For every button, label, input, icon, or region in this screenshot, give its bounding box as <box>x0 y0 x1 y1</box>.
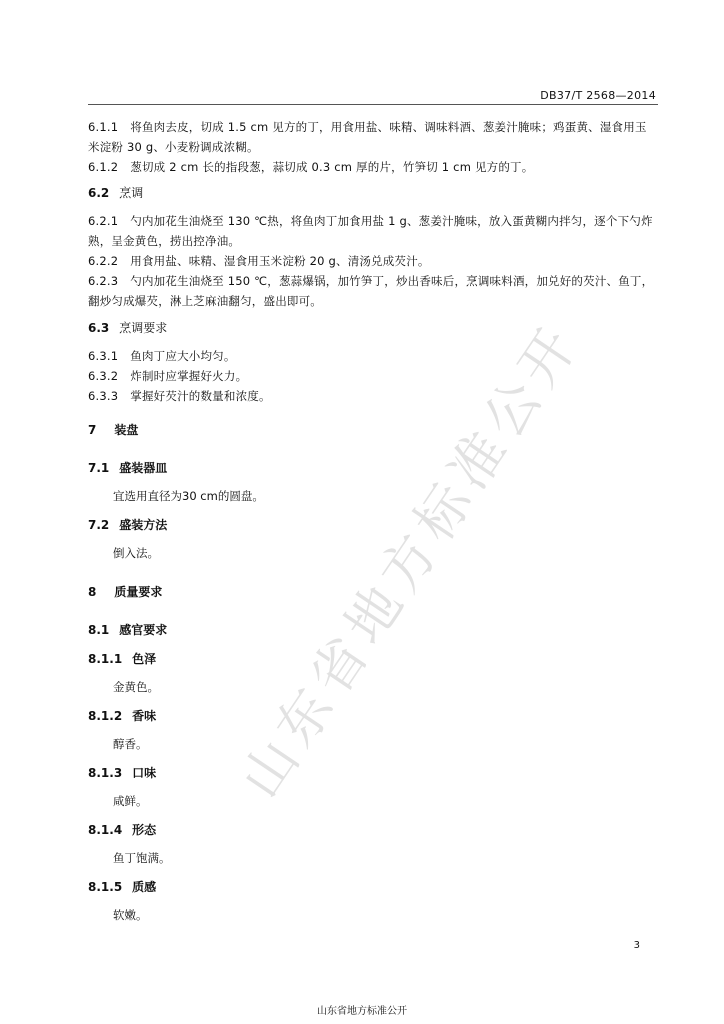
clause-6-3-2 <box>88 366 658 386</box>
body-text-8-1-2: 醇香。 <box>113 737 148 751</box>
clause-6-3-3 <box>88 386 658 406</box>
section-heading-7-2 <box>88 515 167 535</box>
page-number: 3 <box>633 940 640 951</box>
clause-text: 将鱼肉去皮，切成 1.5 cm 见方的丁，用食用盐、味精、调味料酒、葱姜汁腌味；鸡蛋黄、湿食用玉米淀粉 30 g、小麦粉调成浓糊。 <box>88 120 647 154</box>
heading-text: 装盘 <box>114 423 139 437</box>
heading-text: 盛装器皿 <box>119 461 168 475</box>
section-heading-8-1-4 <box>88 820 156 840</box>
clause-number: 6.2.1 <box>88 214 119 228</box>
document-code: DB37/T 2568—2014 <box>540 89 656 102</box>
header-rule <box>88 104 658 105</box>
heading-number: 8.1.2 <box>88 709 123 723</box>
heading-text: 形态 <box>132 823 157 837</box>
heading-number: 8.1 <box>88 623 110 637</box>
heading-number: 7.2 <box>88 518 110 532</box>
clause-text: 勺内加花生油烧至 130 ℃热，将鱼肉丁加食用盐 1 g、葱姜汁腌味，放入蛋黄糊内拌匀，逐个下勺炸熟，呈金黄色，捞出控净油。 <box>88 214 653 248</box>
body-text-8-1-4: 鱼丁饱满。 <box>113 851 171 865</box>
clause-number: 6.1.2 <box>88 160 119 174</box>
heading-text: 质量要求 <box>114 585 163 599</box>
clause-number: 6.3.1 <box>88 349 119 363</box>
body-text-8-1-5: 软嫩。 <box>113 908 148 922</box>
clause-number: 6.2.3 <box>88 274 119 288</box>
section-heading-7 <box>88 420 138 440</box>
heading-number: 8.1.3 <box>88 766 123 780</box>
section-heading-8-1 <box>88 620 167 640</box>
clause-number: 6.3.3 <box>88 389 119 403</box>
clause-text: 掌握好芡汁的数量和浓度。 <box>130 389 271 403</box>
clause-6-1-2 <box>88 157 658 177</box>
heading-text: 质感 <box>132 880 157 894</box>
heading-number: 8.1.4 <box>88 823 123 837</box>
clause-text: 勺内加花生油烧至 150 ℃，葱蒜爆锅，加竹笋丁，炒出香味后，烹调味料酒，加兑好的芡汁、鱼丁，翻炒匀成爆芡，淋上芝麻油翻匀，盛出即可。 <box>88 274 654 308</box>
watermark: 山东省地方标准公开 <box>228 311 593 810</box>
body-text-8-1-1: 金黄色。 <box>113 680 159 694</box>
section-heading-7-1 <box>88 458 167 478</box>
heading-number: 8.1.5 <box>88 880 123 894</box>
section-heading-8-1-3 <box>88 763 156 783</box>
clause-6-3-1 <box>88 346 658 366</box>
heading-text: 烹调要求 <box>119 321 168 335</box>
clause-text: 用食用盐、味精、湿食用玉米淀粉 20 g、清汤兑成芡汁。 <box>130 254 430 268</box>
heading-text: 口味 <box>132 766 157 780</box>
heading-text: 色泽 <box>132 652 157 666</box>
heading-number: 7 <box>88 423 97 437</box>
section-heading-8-1-1 <box>88 649 156 669</box>
heading-number: 6.2 <box>88 186 110 200</box>
clause-6-2-3 <box>88 271 658 311</box>
clause-text: 炸制时应掌握好火力。 <box>130 369 248 383</box>
clause-number: 6.2.2 <box>88 254 119 268</box>
heading-text: 盛装方法 <box>119 518 168 532</box>
clause-6-2-2 <box>88 251 658 271</box>
heading-text: 烹调 <box>119 186 144 200</box>
clause-number: 6.1.1 <box>88 120 119 134</box>
clause-text: 鱼肉丁应大小均匀。 <box>130 349 236 363</box>
body-text-7-2: 倒入法。 <box>113 546 159 560</box>
page-footer: 山东省地方标准公开 <box>317 1006 407 1017</box>
section-heading-8-1-2 <box>88 706 156 726</box>
section-heading-8-1-5 <box>88 877 156 897</box>
clause-text: 葱切成 2 cm 长的指段葱，蒜切成 0.3 cm 厚的片，竹笋切 1 cm 见方的丁。 <box>130 160 534 174</box>
heading-number: 7.1 <box>88 461 110 475</box>
clause-6-1-1 <box>88 117 658 157</box>
clause-number: 6.3.2 <box>88 369 119 383</box>
heading-number: 8 <box>88 585 97 599</box>
section-heading-8 <box>88 582 162 602</box>
heading-number: 6.3 <box>88 321 110 335</box>
heading-number: 8.1.1 <box>88 652 123 666</box>
section-heading-6-2 <box>88 183 143 203</box>
heading-text: 香味 <box>132 709 157 723</box>
section-heading-6-3 <box>88 318 167 338</box>
heading-text: 感官要求 <box>119 623 168 637</box>
body-text-8-1-3: 咸鲜。 <box>113 794 148 808</box>
body-text-7-1: 宜选用直径为30 cm的圆盘。 <box>113 489 264 503</box>
clause-6-2-1 <box>88 211 658 251</box>
